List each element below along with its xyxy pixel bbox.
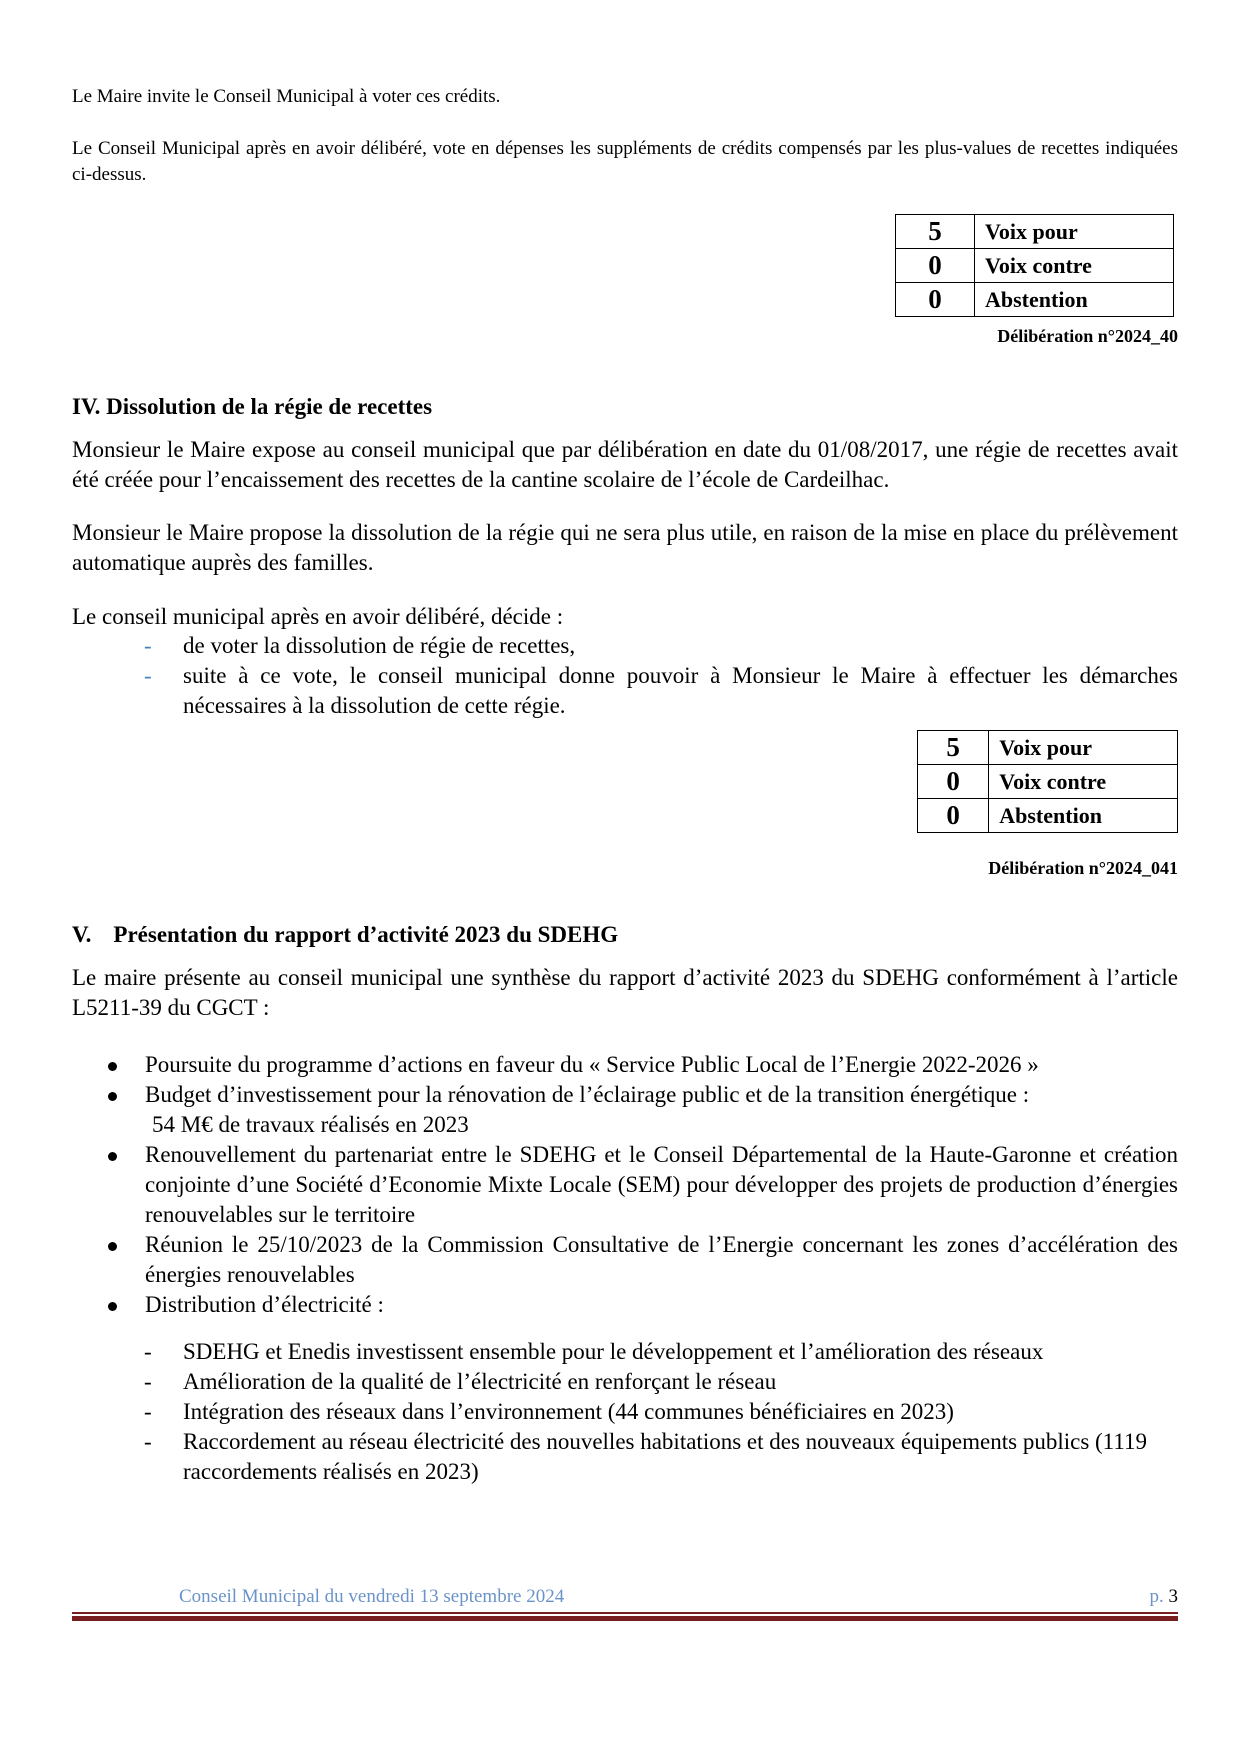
section-5-number: V. xyxy=(72,922,92,947)
vote-count: 5 xyxy=(918,731,989,765)
section-5-title xyxy=(72,920,618,950)
vote-row-against xyxy=(918,765,1178,799)
list-item xyxy=(72,1230,1178,1290)
decision-text: suite à ce vote, le conseil municipal donne pouvoir à Monsieur le Maire à effectuer les démarches nécessaires à la dissolution de cette régie. xyxy=(183,663,1178,718)
bullet-text: Réunion le 25/10/2023 de la Commission Consultative de l’Energie concernant les zones d’accélération des énergies renouvelables xyxy=(145,1232,1178,1287)
distribution-list xyxy=(72,1337,1178,1487)
vote-row-abstention xyxy=(918,799,1178,833)
list-item xyxy=(72,1080,1178,1140)
list-item xyxy=(72,1050,1178,1080)
list-item xyxy=(72,1140,1178,1230)
document-page xyxy=(72,0,1178,1753)
vote-count: 0 xyxy=(918,765,989,799)
vote-label: Abstention xyxy=(989,799,1178,833)
vote-label: Abstention xyxy=(975,283,1174,317)
footer-meeting-title: Conseil Municipal du vendredi 13 septembre 2024 xyxy=(179,1586,565,1607)
vote-credits-paragraph: Le Conseil Municipal après en avoir délibéré, vote en dépenses les suppléments de crédits compensés par les plus-values de recettes indiquées ci-dessus. xyxy=(72,138,1178,185)
section-5-intro: Le maire présente au conseil municipal une synthèse du rapport d’activité 2023 du SDEHG conformément à l’article L5211-39 du CGCT : xyxy=(72,965,1178,1020)
deliberation-number-2: Délibération n°2024_041 xyxy=(988,858,1178,878)
vote-label: Voix pour xyxy=(975,215,1174,249)
vote-row-for xyxy=(896,215,1174,249)
invite-vote-line: Le Maire invite le Conseil Municipal à voter ces crédits. xyxy=(72,86,501,107)
vote-count: 0 xyxy=(896,249,975,283)
section-4-paragraph-1: Monsieur le Maire expose au conseil municipal que par délibération en date du 01/08/2017, une régie de recettes avait été créée pour l’encaissement des recettes de la cantine scolaire de l’école de Cardeilhac. xyxy=(72,437,1178,492)
footer-page-number xyxy=(1150,1585,1179,1609)
vote-table-1 xyxy=(895,214,1174,317)
decision-list xyxy=(72,631,1178,721)
activity-bullet-list xyxy=(72,1050,1178,1320)
list-item xyxy=(72,631,1178,661)
distribution-text: Intégration des réseaux dans l’environnement (44 communes bénéficiaires en 2023) xyxy=(183,1399,954,1424)
footer-rule-thin xyxy=(72,1612,1178,1614)
bullet-icon xyxy=(108,1062,117,1071)
vote-label: Voix contre xyxy=(975,249,1174,283)
page-number: 3 xyxy=(1168,1586,1178,1607)
vote-count: 0 xyxy=(896,283,975,317)
vote-label: Voix contre xyxy=(989,765,1178,799)
vote-row-for xyxy=(918,731,1178,765)
bullet-icon xyxy=(108,1242,117,1251)
list-item xyxy=(72,1367,1178,1397)
list-item xyxy=(72,1427,1178,1487)
page-prefix: p. xyxy=(1149,1586,1164,1607)
dash-marker: - xyxy=(144,1369,152,1394)
section-5-heading: Présentation du rapport d’activité 2023 du SDEHG xyxy=(113,922,619,947)
bullet-text: Distribution d’électricité : xyxy=(145,1292,384,1317)
vote-count: 0 xyxy=(918,799,989,833)
bullet-text: Budget d’investissement pour la rénovation de l’éclairage public et de la transition énergétique : xyxy=(145,1082,1030,1107)
vote-label: Voix pour xyxy=(989,731,1178,765)
vote-row-abstention xyxy=(896,283,1174,317)
section-4-paragraph-2: Monsieur le Maire propose la dissolution de la régie qui ne sera plus utile, en raison de la mise en place du prélèvement automatique auprès des familles. xyxy=(72,520,1178,575)
bullet-icon xyxy=(108,1092,117,1101)
vote-count: 5 xyxy=(896,215,975,249)
distribution-text: Raccordement au réseau électricité des nouvelles habitations et des nouveaux équipements publics (1119 raccordements réalisés en 2023) xyxy=(183,1429,1147,1484)
bullet-text: Poursuite du programme d’actions en faveur du « Service Public Local de l’Energie 2022-2026 » xyxy=(145,1052,1039,1077)
decision-intro: Le conseil municipal après en avoir délibéré, décide : xyxy=(72,604,564,629)
bullet-icon xyxy=(108,1302,117,1311)
list-item xyxy=(72,1397,1178,1427)
dash-marker: - xyxy=(144,633,152,658)
vote-row-against xyxy=(896,249,1174,283)
section-4-title: IV. Dissolution de la régie de recettes xyxy=(72,394,433,419)
footer-rule-thick xyxy=(72,1616,1178,1621)
dash-marker: - xyxy=(144,1339,152,1364)
list-item xyxy=(72,1337,1178,1367)
budget-detail: 54 M€ de travaux réalisés en 2023 xyxy=(152,1112,469,1137)
bullet-text: Renouvellement du partenariat entre le SDEHG et le Conseil Départemental de la Haute-Garonne et création conjointe d’une Société d’Economie Mixte Locale (SEM) pour développer des projets de production d’énergies renouvelables sur le territoire xyxy=(145,1142,1178,1227)
dash-marker: - xyxy=(144,1399,152,1424)
dash-marker: - xyxy=(144,1429,152,1454)
decision-text: de voter la dissolution de régie de recettes, xyxy=(183,633,576,658)
bullet-icon xyxy=(108,1152,117,1161)
dash-marker: - xyxy=(144,663,152,688)
vote-table-2 xyxy=(917,730,1178,833)
deliberation-number-1: Délibération n°2024_40 xyxy=(997,326,1178,346)
list-item xyxy=(72,1290,1178,1320)
distribution-text: Amélioration de la qualité de l’électricité en renforçant le réseau xyxy=(183,1369,777,1394)
list-item xyxy=(72,661,1178,721)
distribution-text: SDEHG et Enedis investissent ensemble pour le développement et l’amélioration des réseaux xyxy=(183,1339,1044,1364)
